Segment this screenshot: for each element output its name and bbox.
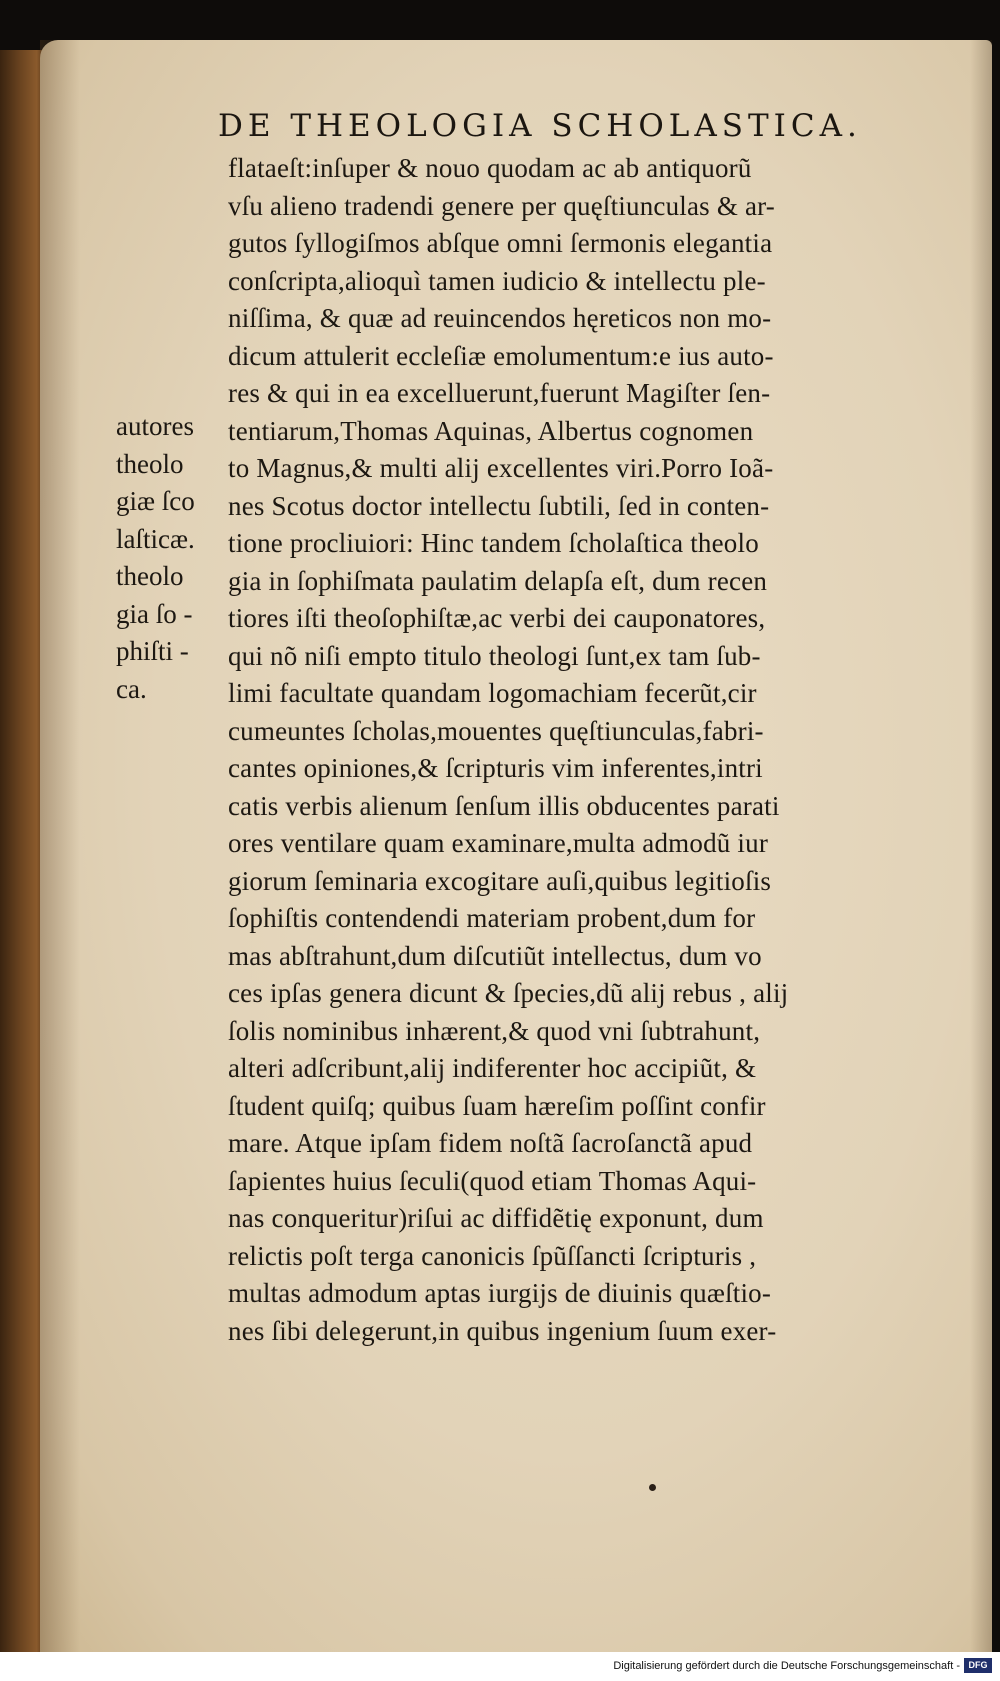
text-line: mas abſtrahunt,dum diſcutiũt intellectus, dum vo (228, 940, 762, 971)
text-line: gutos ſyllogiſmos abſque omni ſermonis elegantia (228, 228, 773, 258)
text-line: giorum ſeminaria excogitare auſi,quibus legitioſis (228, 865, 772, 896)
text-line: to Magnus,& multi alij excellentes viri.Porro Ioã- (228, 453, 774, 483)
text-line: ores ventilare quam examinare,multa admodũ iur (228, 828, 769, 858)
text-line: nes ſibi delegerunt,in quibus ingenium ſuum exer- (228, 1315, 777, 1346)
text-line: nes Scotus doctor intellectu ſubtili, ſed in conten- (228, 490, 770, 521)
text-line: niſſima, & quæ ad reuincendos hęreticos non mo- (228, 303, 772, 333)
text-line: tentiarum,Thomas Aquinas, Albertus cognomen (228, 415, 754, 446)
text-line: ces ipſas genera dicunt & ſpecies,dũ alij rebus , alij (228, 978, 789, 1008)
text-line: flataeſt:inſuper & nouo quodam ac ab antiquorũ (228, 153, 752, 183)
text-line: alteri adſcribunt,alij indiferenter hoc accipiũt, & (228, 1053, 757, 1083)
text-line: gia in ſophiſmata paulatim delapſa eſt, dum recen (228, 565, 768, 596)
text-line: mare. Atque ipſam fidem noſtã ſacroſanctã apud (228, 1128, 753, 1158)
footer-credit: Digitalisierung gefördert durch die Deutsche Forschungsgemeinschaft - (613, 1660, 960, 1672)
text-line: conſcripta,alioquì tamen iudicio & intellectu ple- (228, 265, 766, 296)
digitization-footer (0, 1652, 1000, 1681)
text-line: catis verbis alienum ſenſum illis obducentes parati (228, 790, 780, 821)
text-line: dicum attulerit eccleſiæ emolumentum:e ius auto- (228, 340, 774, 371)
text-line: vſu alieno tradendi genere per quęſtiunculas & ar- (228, 190, 775, 221)
text-line: qui nõ niſi empto titulo theologi ſunt,ex tam ſub- (228, 640, 761, 671)
text-line: ſophiſtis contendendi materiam probent,dum for (228, 903, 756, 933)
text-line: nas conqueritur)riſui ac diffidẽtię exponunt, dum (228, 1203, 764, 1233)
margin-note-line: autores (116, 411, 194, 441)
dfg-logo-icon: DFG (964, 1658, 992, 1673)
margin-note-line: theolo (116, 561, 184, 591)
page-edge-shadow (970, 40, 992, 1652)
margin-note-line: phiſti - (116, 636, 189, 666)
body-text (228, 150, 948, 1350)
text-line: ſtudent quiſq; quibus ſuam hæreſim poſſint confir (228, 1090, 766, 1121)
text-line: tiores iſti theoſophiſtæ,ac verbi dei cauponatores, (228, 603, 766, 633)
running-head: DE THEOLOGIA SCHOLASTICA. (218, 108, 862, 144)
margin-note-line: gia ſo - (116, 598, 193, 629)
text-line: tione procliuiori: Hinc tandem ſcholaſtica theolo (228, 528, 759, 558)
margin-note-line: ca. (116, 673, 147, 704)
text-line: res & qui in ea excelluerunt,fuerunt Magiſter ſen- (228, 378, 771, 408)
margin-note-line: giæ ſco (116, 486, 195, 516)
margin-note-line: theolo (116, 448, 184, 479)
text-line: ſolis nominibus inhærent,& quod vni ſubtrahunt, (228, 1015, 761, 1046)
gutter-shadow (40, 40, 80, 1652)
text-line: cumeuntes ſcholas,mouentes quęſtiunculas,fabri- (228, 715, 764, 746)
text-line: relictis poſt terga canonicis ſpũſſancti ſcripturis , (228, 1240, 757, 1271)
text-line: multas admodum aptas iurgijs de diuinis quæſtio- (228, 1278, 772, 1308)
margin-note (116, 408, 226, 708)
text-line: ſapientes huius ſeculi(quod etiam Thomas Aqui- (228, 1165, 757, 1196)
text-line: cantes opiniones,& ſcripturis vim inferentes,intri (228, 753, 763, 783)
ink-dot (649, 1484, 656, 1491)
text-line: limi facultate quandam logomachiam fecerũt,cir (228, 678, 757, 708)
margin-note-line: laſticæ. (116, 523, 195, 554)
